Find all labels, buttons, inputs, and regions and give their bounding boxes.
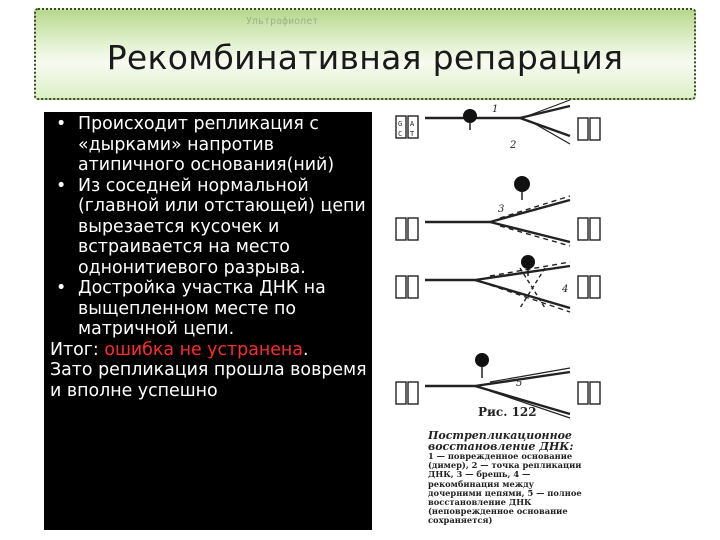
result-suffix: .	[302, 339, 309, 360]
bullet-item	[44, 278, 372, 340]
slide-title: Рекомбинативная репарация	[106, 38, 624, 77]
base-box	[590, 118, 600, 140]
bullet-text: Достройка участка ДНК на выщепленном месте по матричной цепи.	[78, 278, 326, 339]
figure-caption	[428, 430, 588, 526]
bullet-text: Происходит репликация с «дырками» напротив атипичного основания(ний)	[78, 114, 335, 175]
caption-title: Пострепликационное восстановление ДНК:	[428, 429, 574, 453]
figure-label: 1	[492, 104, 499, 115]
figure-label: 3	[498, 204, 505, 215]
bullet-marker: •	[56, 114, 67, 134]
bullet-list	[44, 112, 372, 340]
result-highlight: ошибка не устранена	[104, 339, 303, 360]
bullet-item	[44, 114, 372, 176]
svg-text:C: C	[398, 130, 403, 138]
svg-text:A: A	[410, 120, 415, 128]
result-prefix: Итог:	[50, 339, 105, 360]
result-line2: Зато репликация прошла вовремя и вполне успешно	[50, 360, 367, 401]
title-banner	[34, 8, 696, 100]
result-text	[44, 340, 372, 402]
bullet-marker: •	[56, 175, 67, 196]
figure-label: 2	[510, 140, 517, 151]
caption-body: 1 — поврежденное основание (димер), 2 — точка репликации ДНК, 3 — брешь, 4 — рекомбинация между дочерними цепями, 5 — полное восстановление ДНК (неповрежденное основание сохраняется)	[428, 451, 582, 526]
dna-row-3	[396, 262, 600, 312]
base-box	[578, 118, 588, 140]
figure-number: Рис. 122	[478, 405, 537, 419]
figure-label: 4	[562, 284, 569, 295]
faded-header-text: Ультрафиолет	[246, 16, 319, 27]
bullet-marker: •	[56, 278, 67, 298]
content-panel	[44, 112, 372, 530]
bullet-item	[44, 176, 372, 279]
lesion-dots	[463, 109, 535, 367]
bullet-text: Из соседней нормальной (главной или отстающей) цепи вырезается кусочек и встраивается на место однонитиевого разрыва.	[78, 175, 366, 278]
svg-text:G: G	[398, 120, 403, 128]
figure-label: 5	[516, 378, 523, 389]
svg-text:T: T	[410, 130, 415, 138]
